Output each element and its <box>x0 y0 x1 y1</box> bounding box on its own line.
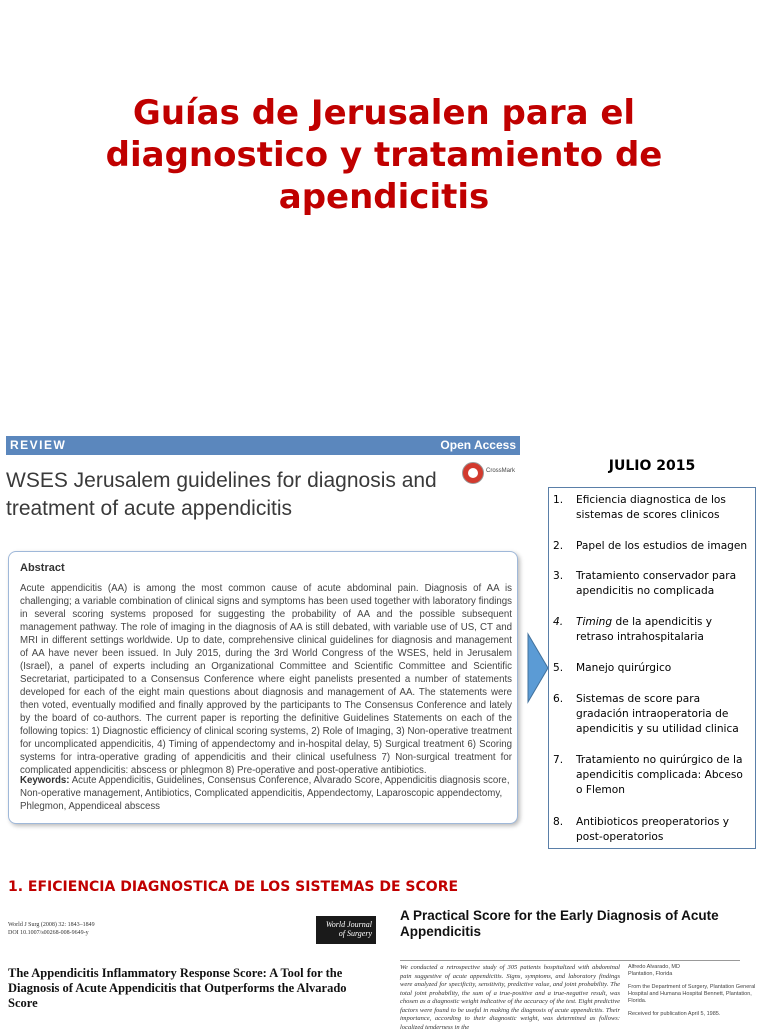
list-item-text: Antibioticos preoperatorios y post-operatorios <box>576 816 730 843</box>
list-item-text: Manejo quirúrgico <box>576 662 672 674</box>
list-item-text: Tratamiento conservador para apendicitis no complicada <box>576 570 737 597</box>
list-item-number: 1. <box>553 494 564 506</box>
divider <box>400 960 740 961</box>
paper-title: WSES Jerusalem guidelines for diagnosis and treatment of acute appendicitis <box>6 469 437 520</box>
crossmark-icon <box>462 462 484 484</box>
list-item-number: 5. <box>553 662 564 674</box>
alvarado-article-title: A Practical Score for the Early Diagnosis of Acute Appendicitis <box>400 908 719 939</box>
author-department: From the Department of Surgery, Plantation General Hospital and Humana Hospital Bennett, Plantation, Florida. <box>628 984 756 1004</box>
list-item-text: Sistemas de score para gradación intraoperatoria de apendicitis y su utilidad clinica <box>576 693 739 735</box>
right-arrow-icon <box>527 628 549 708</box>
list-item-number: 8. <box>553 816 564 828</box>
list-item-text <box>576 615 752 645</box>
author-name: Alfredo Alvarado, MD <box>628 964 680 970</box>
logo-line-1: World Journal <box>325 920 372 929</box>
received-date: Received for publication April 5, 1985. <box>628 1011 721 1017</box>
list-item-text: Papel de los estudios de imagen <box>576 540 748 552</box>
logo-line-2: of Surgery <box>338 929 372 938</box>
alvarado-author-info <box>628 964 758 1018</box>
airs-article-title: The Appendicitis Inflammatory Response Score: A Tool for the Diagnosis of Acute Appendicitis that Outperforms the Alvarado Score <box>8 966 347 1010</box>
list-item-number: 4. <box>553 616 564 628</box>
list-item-text: Tratamiento no quirúrgico de la apendicitis complicada: Abceso o Flemon <box>576 754 743 796</box>
citation-doi: DOI 10.1007/s00268-008-9649-y <box>8 930 89 936</box>
list-item-number: 3. <box>553 570 564 582</box>
review-label: REVIEW <box>10 438 67 452</box>
review-bar <box>6 436 520 455</box>
keywords-label: Keywords: <box>20 775 70 786</box>
open-access-label: Open Access <box>440 438 516 452</box>
abstract-heading: Abstract <box>20 562 65 574</box>
list-item-number: 7. <box>553 754 564 766</box>
crossmark-logo <box>462 462 522 484</box>
list-item-number: 6. <box>553 693 564 705</box>
slide-title: Guías de Jerusalen para el diagnostico y tratamiento de apendicitis <box>105 93 663 217</box>
alvarado-abstract: We conducted a retrospective study of 305 patients hospitalized with abdominal pain suggestive of acute appendicitis. Signs, symptoms, and laboratory findings were analyzed for specificity, sensitivity, predictive value, and joint probability. The total joint probability, the sum of a true-positive and a true-negative result, was chosen as a diagnostic weight indicative of the accuracy of the test. Eight predictive factors were found to be useful in making the diagnosis of acute appendicitis. Their importance, according to their diagnostic weight, was determined as follows: localized tenderness in the <box>400 964 620 1031</box>
section-heading: 1. EFICIENCIA DIAGNOSTICA DE LOS SISTEMAS DE SCORE <box>8 879 459 895</box>
list-item-emphasis: Timing <box>576 616 613 628</box>
citation-line: World J Surg (2008) 32: 1843–1849 <box>8 922 95 928</box>
abstract-text: Acute appendicitis (AA) is among the most common cause of acute abdominal pain. Diagnosis of AA is challenging; a variable combination of clinical signs and symptoms has been used together with laboratory findings in several scoring systems proposed for suggesting the probability of AA and the possible subsequent management pathway. The role of imaging in the diagnosis of AA is still debated, with variable use of US, CT and MRI in different settings worldwide. Up to date, comprehensive clinical guidelines for diagnosis and management of AA have never been issued. In July 2015, during the 3rd World Congress of the WSES, held in Jerusalem (Israel), a panel of experts including an Organizational Committee and Scientific Committee and Scientific Secretariat, participated to a Consensus Conference where eight panelists presented a number of statements developed for each of the eight main questions about diagnosis and management of AA. The statements were then voted, eventually modified and finally approved by the participants to The Consensus Conference and lately by the board of co-authors. The current paper is reporting the definitive Guidelines Statements on each of the following topics: 1) Diagnostic efficiency of clinical scoring systems, 2) Role of Imaging, 3) Non-operative treatment for uncomplicated appendicitis, 4) Timing of appendectomy and in-hospital delay, 5) Surgical treatment 6) Scoring systems for intra-operative grading of appendicitis and their clinical usefulness 7) Non-surgical treatment for complicated appendicitis: abscess or phlegmon 8) Pre-operative and post-operative antibiotics. <box>20 583 512 776</box>
world-surg-citation <box>8 921 95 937</box>
keywords-text: Acute Appendicitis, Guidelines, Consensus Conference, Alvarado Score, Appendicitis diagnosis score, Non-operative management, Antibiotics, Complicated appendicitis, Appendectomy, Laparoscopic appendectomy, Phlegmon, Appendiceal abscess <box>20 775 510 812</box>
list-item-text-rest: de la apendicitis y retraso intrahospitalaria <box>576 616 713 643</box>
crossmark-label: CrossMark <box>486 468 516 474</box>
world-journal-of-surgery-logo <box>316 916 376 944</box>
list-item-text: Eficiencia diagnostica de los sistemas de scores clinicos <box>576 494 726 521</box>
date-heading: JULIO 2015 <box>608 458 696 474</box>
keywords <box>20 774 512 813</box>
list-item-number: 2. <box>553 540 564 552</box>
author-place: Plantation, Florida <box>628 971 673 977</box>
